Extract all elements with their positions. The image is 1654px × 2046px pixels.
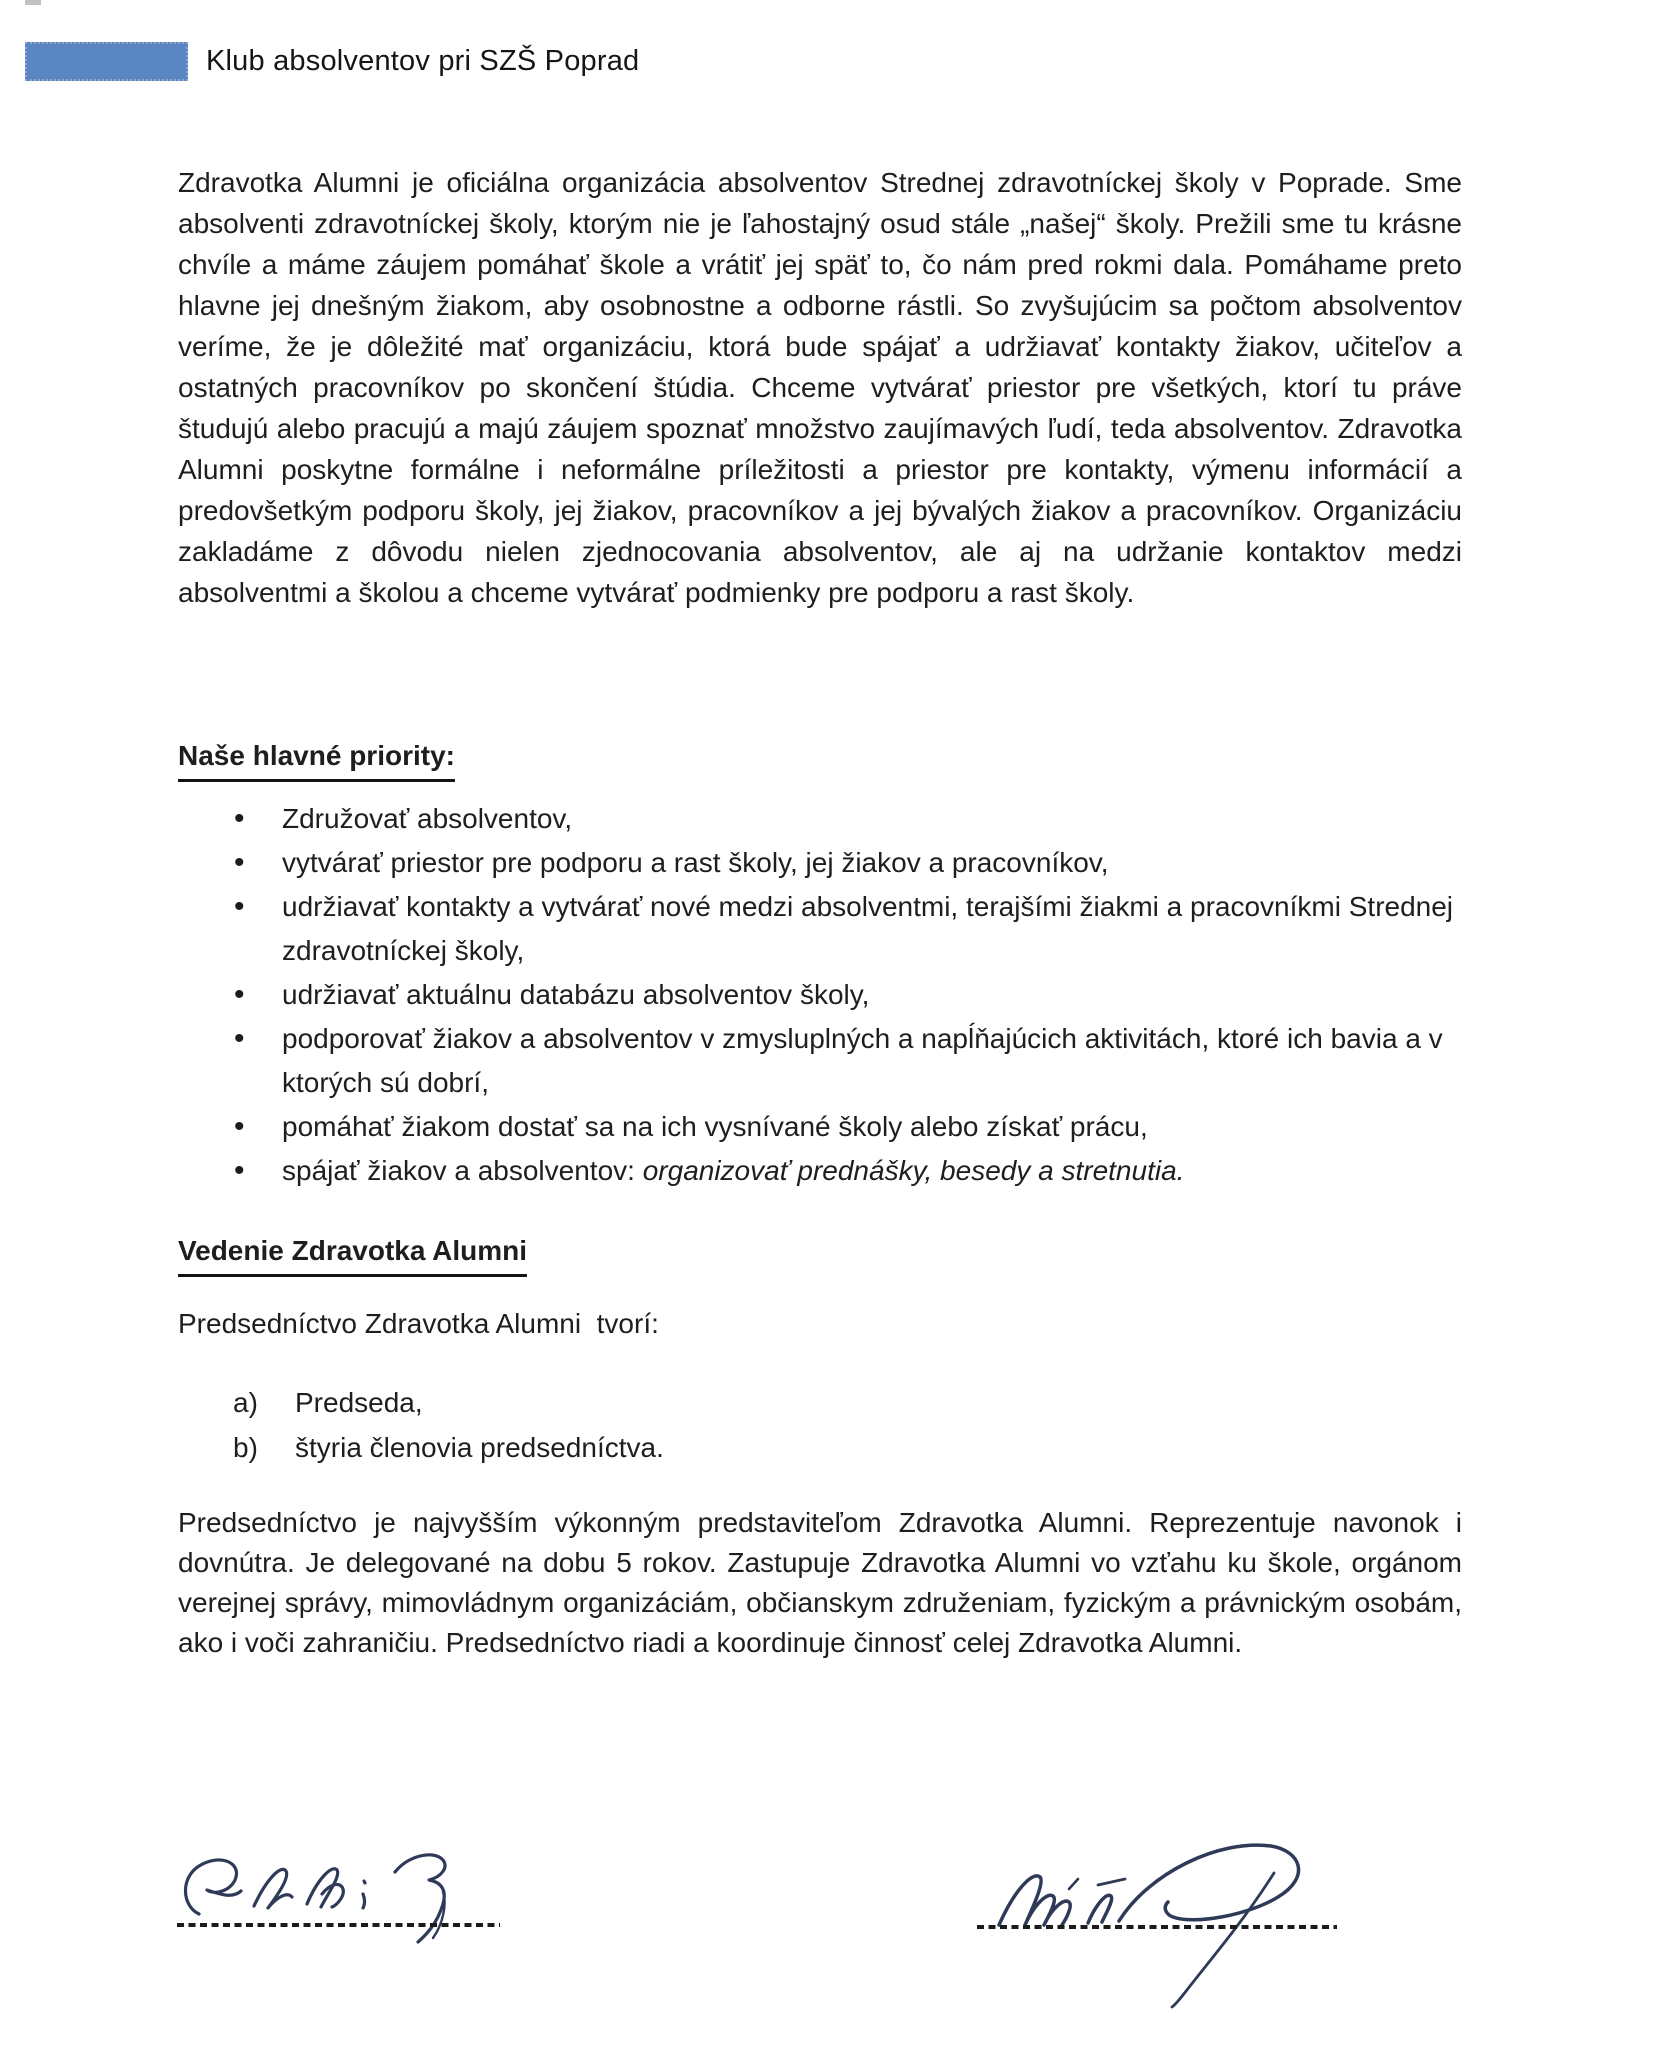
signature-stroke	[999, 1876, 1070, 1925]
priority-item: • udržiavať kontakty a vytvárať nové medzi absolventmi, terajšími žiakmi a pracovníkmi Strednej zdravotníckej školy,	[178, 885, 1462, 973]
priority-item-italic-text: organizovať prednášky, besedy a stretnutia.	[642, 1155, 1185, 1186]
signature-line-left	[177, 1923, 500, 1927]
board-list-item	[178, 1425, 1462, 1470]
board-list-item-text: štyria členovia predsedníctva.	[295, 1432, 664, 1463]
list-marker: b)	[233, 1432, 258, 1463]
priority-item-text: spájať žiakov a absolventov:	[282, 1155, 643, 1186]
priority-item: • Združovať absolventov,	[178, 797, 1462, 841]
signature-left	[177, 1838, 500, 1968]
intro-paragraph: Zdravotka Alumni je oficiálna organizácia absolventov Strednej zdravotníckej školy v Poprade. Sme absolventi zdravotníckej školy, ktorým nie je ľahostajný osud stále „našej“ školy. Prežili sme tu krásne chvíle a máme záujem pomáhať škole a vrátiť jej späť to, čo nám pred rokmi dala. Pomáhame preto hlavne jej dnešným žiakom, aby osobnostne a odborne rástli. So zvyšujúcim sa počtom absolventov veríme, že je dôležité mať organizáciu, ktorá bude spájať a udržiavať kontakty žiakov, učiteľov a ostatných pracovníkov po skončení štúdia. Chceme vytvárať priestor pre všetkých, ktorí tu práve študujú alebo pracujú a majú záujem spoznať množstvo zaujímavých ľudí, teda absolventov. Zdravotka Alumni poskytne formálne i neformálne príležitosti a priestor pre kontakty, výmenu informácií a predovšetkým podporu školy, jej žiakov, pracovníkov a jej bývalých žiakov a pracovníkov. Organizáciu zakladáme z dôvodu nielen zjednocovania absolventov, ale aj na udržanie kontaktov medzi absolventmi a školou a chceme vytvárať podmienky pre podporu a rast školy.	[178, 167, 1462, 608]
signature-stroke	[1098, 1879, 1125, 1885]
signature-stroke	[363, 1881, 365, 1908]
signature-right-ink-image	[977, 1833, 1337, 2013]
signature-stroke	[307, 1869, 343, 1907]
leadership-paragraph: Predsedníctvo je najvyšším výkonným predstaviteľom Zdravotka Alumni. Reprezentuje navonok i dovnútra. Je delegované na dobu 5 rokov. Zastupuje Zdravotka Alumni vo vzťahu ku škole, orgánom verejnej správy, mimovládnym organizáciám, občianskym združeniam, fyzickým a právnickým osobám, ako i voči zahraničiu. Predsedníctvo riadi a koordinuje činnosť celej Zdravotka Alumni.	[178, 1507, 1462, 1658]
priority-item: • podporovať žiakov a absolventov v zmysluplných a napĺňajúcich aktivitách, ktoré ich bavia a v ktorých sú dobrí,	[178, 1017, 1462, 1105]
list-marker: a)	[233, 1387, 258, 1418]
priority-item: • vytvárať priestor pre podporu a rast školy, jej žiakov a pracovníkov,	[178, 841, 1462, 885]
signature-left-ink-image	[177, 1838, 500, 1968]
signature-stroke	[254, 1869, 292, 1908]
signature-line-right	[977, 1925, 1337, 1929]
signature-stroke	[1069, 1879, 1078, 1889]
signature-stroke	[1088, 1895, 1112, 1923]
signature-right	[977, 1833, 1337, 2013]
logo-rectangle	[25, 42, 188, 81]
signature-stroke	[185, 1860, 241, 1914]
priority-item	[178, 1149, 1462, 1193]
document-title: Klub absolventov pri SZŠ Poprad	[206, 45, 640, 77]
board-list-item-text: Predseda,	[295, 1387, 423, 1418]
signature-stroke	[1172, 1873, 1274, 2007]
priority-item: • pomáhať žiakom dostať sa na ich vysnívané školy alebo získať prácu,	[178, 1105, 1462, 1149]
leadership-heading-text: Vedenie Zdravotka Alumni	[178, 1230, 527, 1277]
scan-artifact	[25, 0, 41, 5]
signature-stroke	[1119, 1845, 1299, 1921]
leadership-heading	[178, 1230, 1462, 1277]
priorities-heading-text: Naše hlavné priority:	[178, 735, 455, 782]
board-list-item	[178, 1380, 1462, 1425]
priorities-list	[178, 797, 1462, 1193]
board-list	[178, 1380, 1462, 1470]
priority-item: • udržiavať aktuálnu databázu absolventov školy,	[178, 973, 1462, 1017]
priorities-heading	[178, 735, 1462, 782]
document-header	[0, 42, 1654, 82]
leadership-intro-line: Predsedníctvo Zdravotka Alumni tvorí:	[178, 1308, 659, 1339]
